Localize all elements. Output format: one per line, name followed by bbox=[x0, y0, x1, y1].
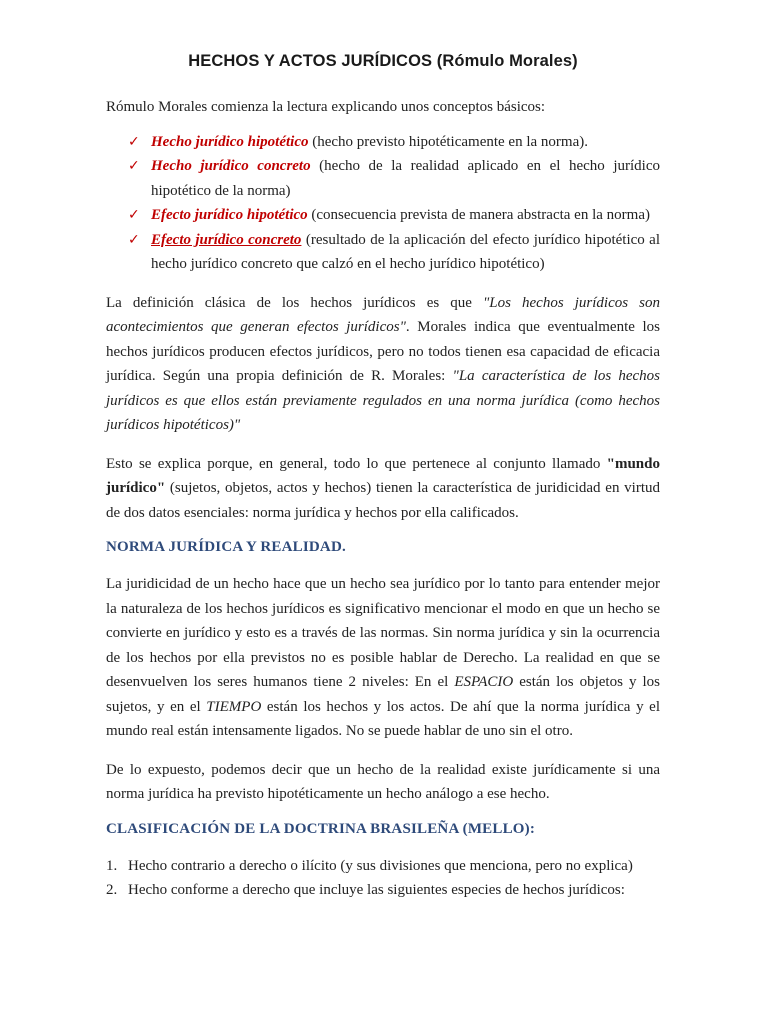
bold-term: "mundo jurídico" bbox=[106, 455, 660, 496]
quote: "Los hechos jurídicos son acontecimientos que generan efectos jurídicos" bbox=[106, 294, 660, 335]
classification-list bbox=[106, 854, 660, 903]
check-icon: ✓ bbox=[128, 158, 140, 174]
list-text: Hecho contrario a derecho o ilícito (y sus divisiones que menciona, pero no explica) bbox=[128, 857, 633, 874]
text-run: La juridicidad de un hecho hace que un hecho sea jurídico por lo tanto para entender mejor la naturaleza de los hechos jurídicos es significativo mencionar el modo en que un hecho se convierte en jurídico y esto es a través de las normas. Sin norma jurídica y sin la ocurrencia de los hechos por ella previstos no es posible hablar de Derecho. La realidad en que se desenvuelven los seres humanos tiene 2 niveles: En el bbox=[106, 576, 660, 690]
list-number: 1. bbox=[106, 857, 118, 874]
concept-desc: (consecuencia prevista de manera abstracta en la norma) bbox=[307, 207, 650, 223]
list-item bbox=[128, 203, 660, 228]
intro-paragraph: Rómulo Morales comienza la lectura explicando unos conceptos básicos: bbox=[106, 99, 546, 115]
quote: "La característica de los hechos jurídicos es que ellos están previamente regulados en una norma jurídica (como hechos jurídicos hipotéticos)" bbox=[106, 368, 660, 433]
section-heading-norma: NORMA JURÍDICA Y REALIDAD. bbox=[106, 539, 346, 555]
concept-desc: (resultado de la aplicación del efecto jurídico hipotético al hecho jurídico concreto que calzó en el hecho jurídico hipotético) bbox=[151, 231, 660, 272]
list-item bbox=[106, 854, 660, 879]
text-run: (sujetos, objetos, actos y hechos) tienen la característica de juridicidad en virtud de dos datos esenciales: norma jurídica y hechos por ella calificados. bbox=[106, 480, 660, 521]
list-item bbox=[106, 878, 660, 903]
emphasis: TIEMPO bbox=[206, 698, 262, 715]
text-run: están los objetos y los sujetos, y en el bbox=[106, 674, 660, 715]
list-item bbox=[128, 228, 660, 277]
concept-desc: (hecho de la realidad aplicado en el hecho jurídico hipotético de la norma) bbox=[151, 158, 660, 199]
list-number: 2. bbox=[106, 882, 118, 898]
concept-term: Efecto jurídico hipotético bbox=[151, 207, 308, 223]
emphasis: ESPACIO bbox=[454, 674, 514, 690]
conclusion-paragraph: De lo expuesto, podemos decir que un hecho de la realidad existe jurídicamente si una norma jurídica ha previsto hipotéticamente un hecho análogo a ese hecho. bbox=[106, 761, 660, 802]
text-run: La definición clásica de los hechos jurídicos es que bbox=[106, 294, 483, 311]
text-run: . Morales indica que eventualmente los hechos jurídicos producen efectos jurídicos, pero no todos tienen esa capacidad de eficacia jurídica. Según una propia definición de R. Morales: bbox=[106, 319, 660, 384]
section-heading-clasificacion: CLASIFICACIÓN DE LA DOCTRINA BRASILEÑA (MELLO): bbox=[106, 820, 536, 837]
concept-list bbox=[106, 130, 660, 277]
check-icon: ✓ bbox=[128, 207, 140, 223]
check-icon: ✓ bbox=[128, 133, 140, 150]
mundo-juridico-paragraph bbox=[106, 452, 660, 526]
document-title: HECHOS Y ACTOS JURÍDICOS (Rómulo Morales) bbox=[188, 52, 578, 70]
list-item bbox=[128, 154, 660, 203]
concept-term: Hecho jurídico hipotético bbox=[151, 133, 309, 150]
concept-term: Hecho jurídico concreto bbox=[151, 158, 311, 174]
list-item bbox=[128, 130, 660, 155]
concept-term: Efecto jurídico concreto bbox=[151, 231, 302, 248]
concept-desc: (hecho previsto hipotéticamente en la norma). bbox=[308, 133, 588, 150]
definition-paragraph bbox=[106, 291, 660, 438]
text-run: Esto se explica porque, en general, todo lo que pertenece al conjunto llamado bbox=[106, 455, 607, 472]
text-run: están los hechos y los actos. De ahí que la norma jurídica y el mundo real están intensamente ligados. No se puede hablar de uno sin el otro. bbox=[106, 698, 660, 739]
norma-paragraph bbox=[106, 572, 660, 744]
check-icon: ✓ bbox=[128, 231, 140, 248]
list-text: Hecho conforme a derecho que incluye las siguientes especies de hechos jurídicos: bbox=[128, 882, 625, 898]
